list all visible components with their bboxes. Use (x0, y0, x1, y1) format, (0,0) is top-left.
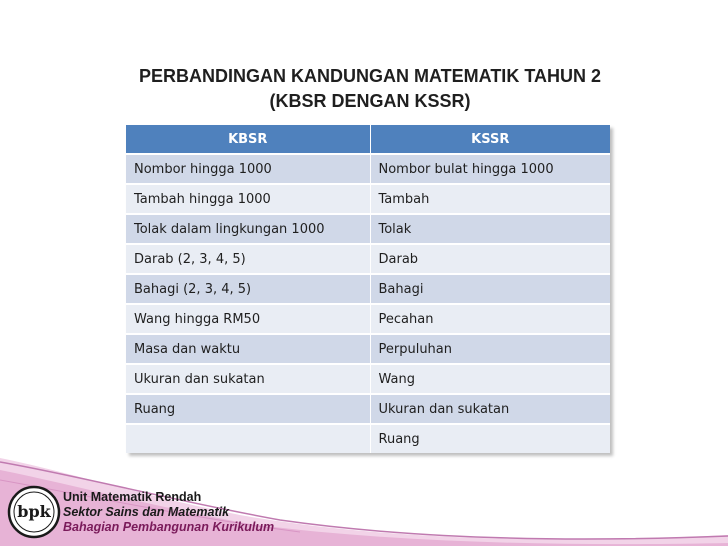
table-cell: Tambah hingga 1000 (126, 184, 370, 214)
table-cell: Darab (370, 244, 610, 274)
page-title (100, 64, 640, 114)
table-cell: Wang hingga RM50 (126, 304, 370, 334)
title-line-2: (KBSR DENGAN KSSR) (269, 91, 471, 111)
table-row (126, 274, 610, 304)
table-cell: Perpuluhan (370, 334, 610, 364)
table-cell: Masa dan waktu (126, 334, 370, 364)
table-row (126, 334, 610, 364)
header-kbsr: KBSR (126, 125, 370, 154)
comparison-table-container (126, 125, 610, 453)
comparison-table (126, 125, 610, 453)
table-cell: Tolak (370, 214, 610, 244)
logo-text: bpk (17, 502, 51, 521)
table-cell: Bahagi (370, 274, 610, 304)
table-cell: Ukuran dan sukatan (370, 394, 610, 424)
table-cell: Wang (370, 364, 610, 394)
table-row (126, 244, 610, 274)
footer-line-1: Unit Matematik Rendah (63, 490, 202, 504)
table-cell: Ruang (126, 394, 370, 424)
table-cell: Darab (2, 3, 4, 5) (126, 244, 370, 274)
table-cell: Bahagi (2, 3, 4, 5) (126, 274, 370, 304)
table-cell: Nombor hingga 1000 (126, 154, 370, 184)
header-kssr: KSSR (370, 125, 610, 154)
table-cell: Tolak dalam lingkungan 1000 (126, 214, 370, 244)
table-row (126, 304, 610, 334)
table-row (126, 394, 610, 424)
table-cell: Ukuran dan sukatan (126, 364, 370, 394)
table-cell: Tambah (370, 184, 610, 214)
title-line-1: PERBANDINGAN KANDUNGAN MATEMATIK TAHUN 2 (139, 66, 601, 86)
footer-line-3: Bahagian Pembangunan Kurikulum (63, 520, 275, 534)
table-row (126, 184, 610, 214)
table-row (126, 214, 610, 244)
footer-org-text (63, 490, 274, 535)
bpk-logo (6, 484, 62, 540)
table-cell: Ruang (370, 424, 610, 453)
table-header-row (126, 125, 610, 154)
footer-line-2: Sektor Sains dan Matematik (63, 505, 230, 519)
table-cell: Pecahan (370, 304, 610, 334)
table-row (126, 364, 610, 394)
table-cell: Nombor bulat hingga 1000 (370, 154, 610, 184)
table-row (126, 154, 610, 184)
